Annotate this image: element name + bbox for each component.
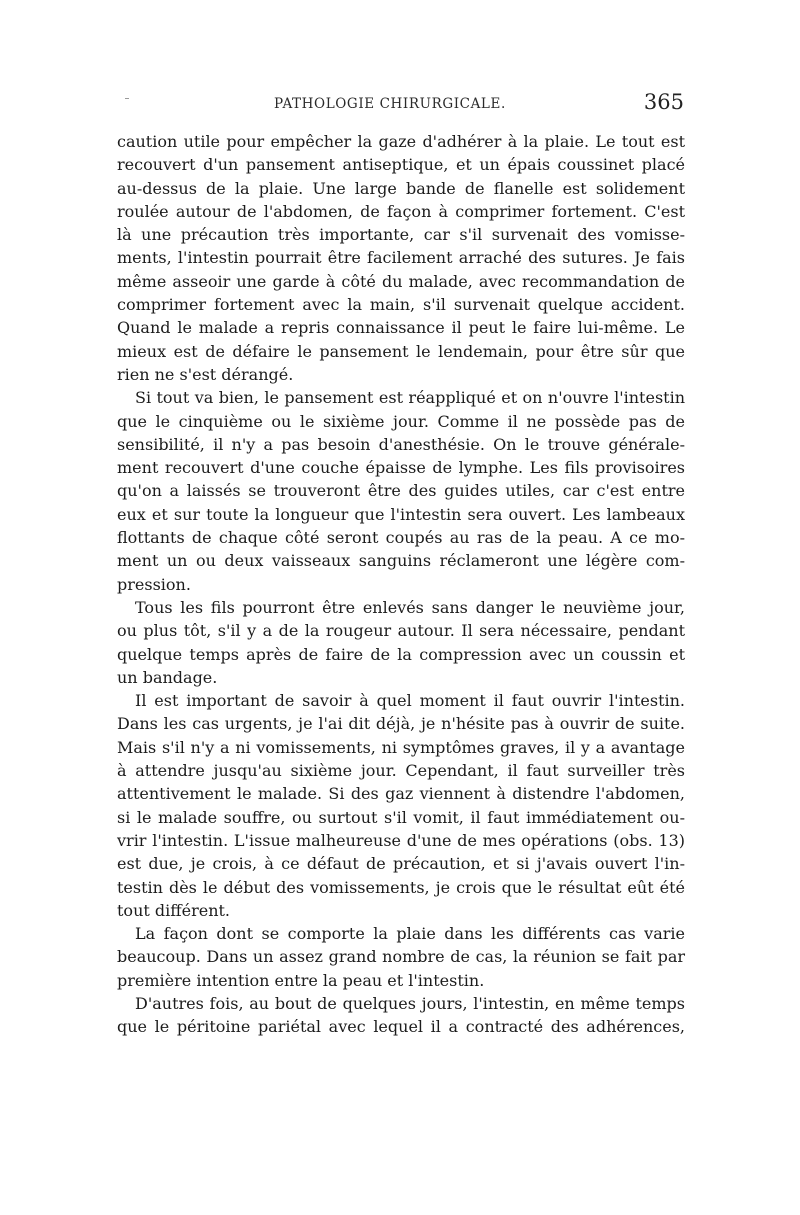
text-line: que le cinquième ou le sixième jour. Comme il ne possède pas de xyxy=(117,411,685,431)
text-line: D'autres fois, au bout de quelques jours, l'intestin, en même temps xyxy=(135,993,685,1013)
text-line: pression. xyxy=(117,574,191,594)
text-line: comprimer fortement avec la main, s'il survenait quelque accident. xyxy=(117,295,685,315)
text-line: Tous les fils pourront être enlevés sans danger le neuvième jour, xyxy=(135,597,685,617)
paragraph xyxy=(117,596,685,689)
text-line: ment un ou deux vaisseaux sanguins réclameront une légère com- xyxy=(117,551,685,571)
text-line: un bandage. xyxy=(117,667,218,687)
page-number: 365 xyxy=(643,90,684,114)
text-line: Si tout va bien, le pansement est réappliqué et on n'ouvre l'intestin xyxy=(135,388,685,408)
text-line: La façon dont se comporte la plaie dans les différents cas varie xyxy=(135,924,685,944)
text-line: ments, l'intestin pourrait être facilement arraché des sutures. Je fais xyxy=(117,248,685,268)
text-line: à attendre jusqu'au sixième jour. Cependant, il faut surveiller très xyxy=(117,761,685,781)
text-line: ment recouvert d'une couche épaisse de lymphe. Les fils provisoires xyxy=(117,458,685,478)
text-line: testin dès le début des vomissements, je crois que le résultat eût été xyxy=(117,877,685,897)
paragraph xyxy=(117,922,685,992)
text-line: sensibilité, il n'y a pas besoin d'anesthésie. On le trouve générale- xyxy=(117,434,685,454)
paragraph xyxy=(117,689,685,922)
text-line: ou plus tôt, s'il y a de la rougeur autour. Il sera nécessaire, pendant xyxy=(117,621,685,641)
text-line: si le malade souffre, ou surtout s'il vomit, il faut immédiatement ou- xyxy=(117,807,685,827)
text-line: attentivement le malade. Si des gaz viennent à distendre l'abdomen, xyxy=(117,784,685,804)
text-line: mieux est de défaire le pansement le lendemain, pour être sûr que xyxy=(117,341,685,361)
text-line: Dans les cas urgents, je l'ai dit déjà, je n'hésite pas à ouvrir de suite. xyxy=(117,714,685,734)
paragraph xyxy=(117,130,685,386)
text-line: rien ne s'est dérangé. xyxy=(117,364,294,384)
text-line: beaucoup. Dans un assez grand nombre de cas, la réunion se fait par xyxy=(117,947,685,967)
text-line: même asseoir une garde à côté du malade, avec recommandation de xyxy=(117,271,685,291)
text-line: Mais s'il n'y a ni vomissements, ni symptômes graves, il y a avantage xyxy=(117,737,685,757)
text-line: au-dessus de la plaie. Une large bande de flanelle est solidement xyxy=(117,178,685,198)
text-line: Quand le malade a repris connaissance il peut le faire lui-même. Le xyxy=(117,318,685,338)
text-line: Il est important de savoir à quel moment il faut ouvrir l'intestin. xyxy=(135,691,685,711)
body-text xyxy=(117,130,685,1039)
text-line: caution utile pour empêcher la gaze d'adhérer à la plaie. Le tout est xyxy=(117,132,685,151)
paragraph xyxy=(117,992,685,1039)
text-line: que le péritoine pariétal avec lequel il a contracté des adhérences, xyxy=(117,1017,685,1037)
text-line: est due, je crois, à ce défaut de précaution, et si j'avais ouvert l'in- xyxy=(117,854,685,874)
text-line: vrir l'intestin. L'issue malheureuse d'une de mes opérations (obs. 13) xyxy=(117,830,685,850)
text-line: première intention entre la peau et l'intestin. xyxy=(117,970,485,990)
page-header xyxy=(116,90,686,120)
paragraph xyxy=(117,386,685,596)
text-line: recouvert d'un pansement antiseptique, et un épais coussinet placé xyxy=(117,155,685,175)
text-line: qu'on a laissés se trouveront être des guides utiles, car c'est entre xyxy=(117,481,685,501)
text-line: roulée autour de l'abdomen, de façon à comprimer fortement. C'est xyxy=(117,201,685,221)
text-line: là une précaution très importante, car s'il survenait des vomisse- xyxy=(117,225,685,245)
running-title: PATHOLOGIE CHIRURGICALE. xyxy=(274,96,506,112)
text-line: tout différent. xyxy=(117,900,231,920)
text-line: flottants de chaque côté seront coupés au ras de la peau. A ce mo- xyxy=(117,528,685,548)
text-line: eux et sur toute la longueur que l'intestin sera ouvert. Les lambeaux xyxy=(117,504,685,524)
text-line: quelque temps après de faire de la compression avec un coussin et xyxy=(117,644,685,664)
